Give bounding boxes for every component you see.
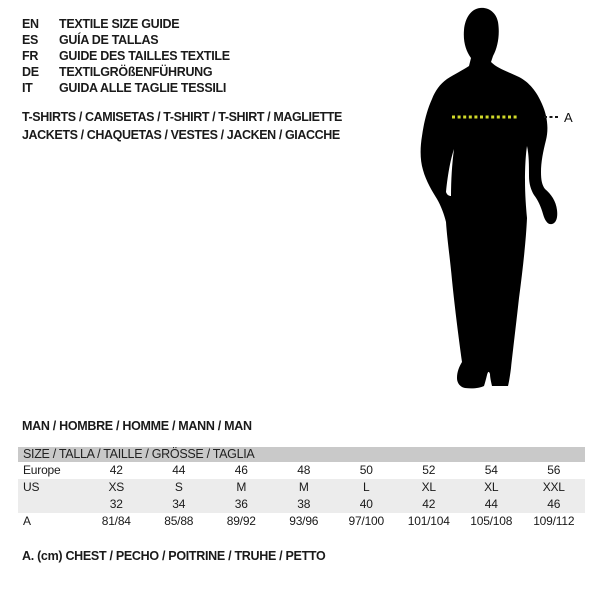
category-line-tshirts: T-SHIRTS / CAMISETAS / T-SHIRT / T-SHIRT / MAGLIETTE [22, 110, 342, 124]
size-value: 44 [484, 497, 498, 511]
size-value: 85/88 [164, 514, 194, 528]
size-value: M [298, 480, 309, 494]
category-line-jackets: JACKETS / CHAQUETAS / VESTES / JACKEN / GIACCHE [22, 128, 340, 142]
measurement-footnote: A. (cm) CHEST / PECHO / POITRINE / TRUHE / PETTO [22, 549, 326, 563]
row-label [18, 496, 85, 513]
table-row-us [18, 479, 585, 496]
size-value: 56 [547, 463, 561, 477]
size-value: 89/92 [226, 514, 256, 528]
size-value: 34 [172, 497, 186, 511]
section-title-man: MAN / HOMBRE / HOMME / MANN / MAN [22, 419, 252, 433]
language-code: ES [22, 33, 39, 47]
size-value: 52 [422, 463, 436, 477]
size-value: 42 [109, 463, 123, 477]
size-value: XXL [542, 480, 565, 494]
language-row [22, 16, 230, 32]
language-code: EN [22, 17, 39, 31]
language-title: GUIDA ALLE TAGLIE TESSILI [59, 81, 227, 95]
size-value: 40 [359, 497, 373, 511]
language-title: GUÍA DE TALLAS [59, 33, 159, 47]
size-value: 101/104 [407, 514, 450, 528]
table-row-europe [18, 462, 585, 479]
language-row [22, 64, 230, 80]
size-value: 93/96 [289, 514, 319, 528]
measure-label-a: A [564, 110, 573, 125]
language-row [22, 48, 230, 64]
size-value: 46 [547, 497, 561, 511]
garment-categories [22, 108, 342, 144]
size-value: 48 [297, 463, 311, 477]
size-value: 36 [234, 497, 248, 511]
language-title: TEXTILE SIZE GUIDE [59, 17, 180, 31]
size-value: 46 [234, 463, 248, 477]
size-value: 32 [109, 497, 123, 511]
language-list [22, 16, 230, 96]
size-value: 44 [172, 463, 186, 477]
row-label: A [23, 514, 31, 528]
language-title: TEXTILGRÖßENFÜHRUNG [59, 65, 213, 79]
size-value: 109/112 [533, 514, 575, 528]
language-code: IT [22, 81, 33, 95]
size-value: 54 [484, 463, 498, 477]
table-row-numeric [18, 496, 585, 513]
man-silhouette [421, 8, 558, 389]
language-code: FR [22, 49, 39, 63]
language-row [22, 80, 230, 96]
language-title: GUIDE DES TAILLES TEXTILE [59, 49, 230, 63]
language-row [22, 32, 230, 48]
size-value: 38 [297, 497, 311, 511]
row-label: US [23, 480, 40, 494]
man-silhouette-figure [395, 0, 600, 420]
size-value: 42 [422, 497, 436, 511]
row-label: Europe [23, 463, 61, 477]
size-value: XL [484, 480, 499, 494]
size-value: 97/100 [348, 514, 384, 528]
size-table [18, 447, 585, 530]
size-value: 81/84 [101, 514, 131, 528]
table-row-chest-cm [18, 513, 585, 530]
size-value: XL [421, 480, 436, 494]
size-value: S [174, 480, 183, 494]
size-value: M [236, 480, 247, 494]
language-code: DE [22, 65, 39, 79]
size-table-header: SIZE / TALLA / TAILLE / GRÖSSE / TAGLIA [18, 447, 585, 462]
size-value: L [363, 480, 370, 494]
size-value: XS [108, 480, 125, 494]
size-value: 50 [359, 463, 373, 477]
size-value: 105/108 [470, 514, 513, 528]
